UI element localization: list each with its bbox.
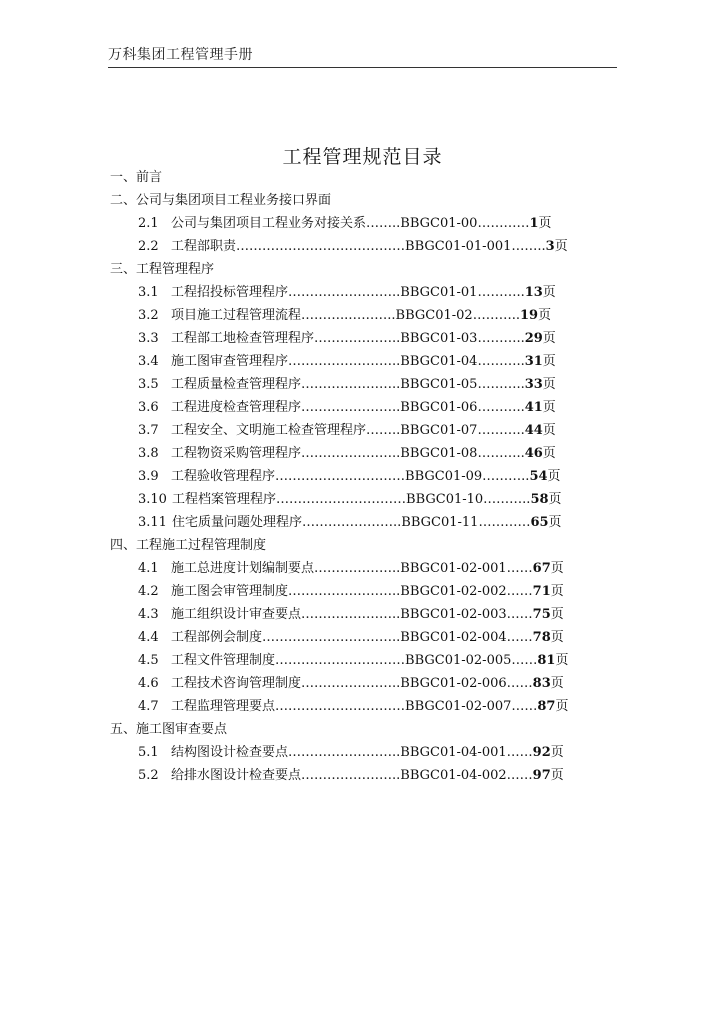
toc-leader-dots: ………… [477, 216, 530, 231]
toc-entry-code: BBGC01-03 [400, 331, 478, 346]
toc-entry-number: 4.5 [138, 653, 159, 668]
toc-entry [108, 304, 617, 327]
toc-entry-number: 3.7 [138, 423, 159, 438]
toc-leader-dots: ………………….. [301, 607, 401, 622]
toc-entry-code: BBGC01-01 [400, 285, 478, 300]
toc-entry-title: 工程安全、文明施工检查管理程序 [171, 423, 367, 438]
toc-entry-code: BBGC01-06 [400, 400, 478, 415]
toc-page-number: 31 [524, 354, 543, 369]
toc-leader-dots: ………..……….. [301, 308, 396, 323]
toc-entry [108, 603, 617, 626]
toc-leader-dots: …………………….. [288, 285, 401, 300]
toc-entry-number: 4.2 [138, 584, 159, 599]
toc-entry-number: 3.3 [138, 331, 159, 346]
toc-entry [108, 235, 617, 258]
toc-entry-code: BBGC01-11 [401, 515, 479, 530]
toc-leader-dots: ……………….. [314, 561, 401, 576]
toc-page-suffix: 页 [555, 653, 569, 668]
toc-entry-code: BBGC01-05 [400, 377, 478, 392]
toc-page-suffix: 页 [542, 377, 556, 392]
toc-page-number: 81 [537, 653, 556, 668]
toc-entry-number: 3.4 [138, 354, 159, 369]
toc-page-number: 67 [532, 561, 551, 576]
running-header: 万科集团工程管理手册 [108, 47, 253, 63]
toc-page-suffix: 页 [555, 699, 569, 714]
toc-section-heading: 四、工程施工过程管理制度 [110, 538, 267, 553]
toc-leader-dots: …… [506, 630, 533, 645]
toc-entry-title: 结构图设计检查要点 [171, 745, 289, 760]
toc-entry-number: 3.6 [138, 400, 159, 415]
toc-entry-title: 工程部工地检查管理程序 [171, 331, 315, 346]
toc-leader-dots: ………………………… [275, 653, 406, 668]
toc-leader-dots: ……….. [477, 423, 525, 438]
toc-leader-dots: …… [506, 607, 533, 622]
toc-entry-code: BBGC01-04 [400, 354, 478, 369]
toc-entry-number: 4.1 [138, 561, 159, 576]
toc-leader-dots: ……….. [472, 308, 520, 323]
toc-leader-dots: ……….. [477, 400, 525, 415]
toc-entry-title: 工程档案管理程序 [172, 492, 277, 507]
toc-entry-code: BBGC01-02-005 [405, 653, 512, 668]
toc-leader-dots: ……….. [477, 285, 525, 300]
toc-leader-dots: ………………….. [301, 377, 401, 392]
toc-entry-number: 3.9 [138, 469, 159, 484]
toc-entry [108, 373, 617, 396]
toc-entry-title: 公司与集团项目工程业务对接关系 [171, 216, 367, 231]
toc-entry-code: BBGC01-02-002 [400, 584, 507, 599]
toc-entry-number: 3.8 [138, 446, 159, 461]
toc-leader-dots: ……….. [483, 492, 531, 507]
toc-page-suffix: 页 [538, 308, 552, 323]
toc-entry-title: 项目施工过程管理流程 [171, 308, 302, 323]
toc-page-number: 33 [524, 377, 543, 392]
toc-entry-number: 4.6 [138, 676, 159, 691]
toc-section-heading: 五、施工图审查要点 [110, 722, 228, 737]
toc-entry [108, 580, 617, 603]
toc-entry-number: 3.1 [138, 285, 159, 300]
toc-page-number: 92 [532, 745, 551, 760]
toc-entry-code: BBGC01-08 [400, 446, 478, 461]
toc-entry [108, 649, 617, 672]
toc-page-suffix: 页 [542, 423, 556, 438]
toc-page-suffix: 页 [548, 492, 562, 507]
toc-leader-dots: …… [506, 768, 533, 783]
toc-entry [108, 672, 617, 695]
table-of-contents [108, 166, 617, 787]
toc-entry-title: 工程验收管理程序 [171, 469, 276, 484]
toc-leader-dots: ………………….. [301, 446, 401, 461]
toc-entry-title: 工程物资采购管理程序 [171, 446, 302, 461]
toc-page-number: 75 [532, 607, 551, 622]
toc-entry-code: BBGC01-07 [400, 423, 478, 438]
toc-page-suffix: 页 [542, 285, 556, 300]
toc-page-suffix: 页 [548, 515, 562, 530]
toc-entry [108, 557, 617, 580]
toc-leader-dots: ……….. [477, 354, 525, 369]
toc-leader-dots: …….. [366, 216, 401, 231]
toc-page-suffix: 页 [550, 584, 564, 599]
toc-leader-dots: …… [506, 745, 533, 760]
toc-page-number: 29 [524, 331, 543, 346]
toc-entry-code: BBGC01-02-003 [400, 607, 507, 622]
toc-entry-title: 工程招投标管理程序 [171, 285, 289, 300]
toc-entry-code: BBGC01-04-002 [400, 768, 507, 783]
toc-entry-title: 施工组织设计审查要点 [171, 607, 302, 622]
toc-page-number: 65 [530, 515, 549, 530]
toc-leader-dots: ………… [478, 515, 531, 530]
toc-leader-dots: …… [506, 584, 533, 599]
toc-entry [108, 350, 617, 373]
toc-entry-code: BBGC01-02-001 [400, 561, 507, 576]
toc-leader-dots: …….. [366, 423, 401, 438]
toc-leader-dots: ………………………………… [236, 239, 406, 254]
toc-entry-title: 工程质量检查管理程序 [171, 377, 302, 392]
toc-entry-title: 住宅质量问题处理程序 [172, 515, 303, 530]
toc-entry [108, 488, 617, 511]
toc-entry-number: 4.7 [138, 699, 159, 714]
toc-entry-number: 3.2 [138, 308, 159, 323]
toc-section-heading: 二、公司与集团项目工程业务接口界面 [110, 193, 332, 208]
toc-page-suffix: 页 [542, 400, 556, 415]
toc-entry [108, 465, 617, 488]
toc-entry-number: 2.1 [138, 216, 159, 231]
toc-leader-dots: …… [506, 676, 533, 691]
toc-entry-number: 4.3 [138, 607, 159, 622]
toc-page-number: 78 [532, 630, 551, 645]
toc-entry [108, 511, 617, 534]
toc-page-suffix: 页 [550, 745, 564, 760]
page-title: 工程管理规范目录 [282, 146, 443, 168]
toc-entry-title: 工程技术咨询管理制度 [171, 676, 302, 691]
toc-entry [108, 695, 617, 718]
toc-page-number: 83 [532, 676, 551, 691]
toc-entry-code: BBGC01-00 [400, 216, 478, 231]
toc-page-suffix: 页 [550, 676, 564, 691]
toc-page-number: 87 [537, 699, 556, 714]
toc-leader-dots: ………………………… [275, 699, 406, 714]
toc-leader-dots: ………………………….. [262, 630, 401, 645]
toc-entry-code: BBGC01-02-006 [400, 676, 507, 691]
toc-page-suffix: 页 [542, 354, 556, 369]
toc-entry [108, 212, 617, 235]
toc-entry [108, 626, 617, 649]
toc-page-suffix: 页 [538, 216, 552, 231]
toc-entry-number: 5.1 [138, 745, 159, 760]
toc-page-suffix: 页 [550, 768, 564, 783]
toc-page-number: 3 [545, 239, 555, 254]
toc-page-suffix: 页 [550, 607, 564, 622]
toc-entry-title: 工程进度检查管理程序 [171, 400, 302, 415]
toc-entry-number: 3.5 [138, 377, 159, 392]
toc-page-suffix: 页 [547, 469, 561, 484]
toc-entry-title: 工程监理管理要点 [171, 699, 276, 714]
toc-page-number: 71 [532, 584, 551, 599]
toc-leader-dots: …….. [511, 239, 546, 254]
toc-entry-title: 施工图审查管理程序 [171, 354, 289, 369]
toc-leader-dots: …………………….. [288, 354, 401, 369]
toc-page-number: 1 [529, 216, 539, 231]
toc-entry [108, 281, 617, 304]
toc-page-number: 44 [524, 423, 543, 438]
toc-entry-title: 给排水图设计检查要点 [171, 768, 302, 783]
toc-entry-code: BBGC01-02-004 [400, 630, 507, 645]
toc-page-suffix: 页 [550, 630, 564, 645]
toc-leader-dots: ……….. [482, 469, 530, 484]
toc-page-number: 97 [532, 768, 551, 783]
toc-section-heading: 三、工程管理程序 [110, 262, 215, 277]
toc-leader-dots: ………………………… [275, 469, 406, 484]
toc-page-suffix: 页 [550, 561, 564, 576]
toc-entry-code: BBGC01-04-001 [400, 745, 507, 760]
toc-entry-code: BBGC01-01-001 [405, 239, 512, 254]
toc-page-suffix: 页 [542, 331, 556, 346]
toc-leader-dots: ……….. [477, 331, 525, 346]
toc-page-number: 58 [530, 492, 549, 507]
toc-entry [108, 741, 617, 764]
toc-section-heading: 一、前言 [110, 170, 163, 185]
toc-entry-number: 4.4 [138, 630, 159, 645]
toc-leader-dots: ………………….. [301, 400, 401, 415]
toc-leader-dots: ……………….. [314, 331, 401, 346]
toc-leader-dots: ………………….. [301, 676, 401, 691]
toc-entry-number: 5.2 [138, 768, 159, 783]
toc-leader-dots: …… [506, 561, 533, 576]
toc-leader-dots: ……….. [477, 377, 525, 392]
toc-entry [108, 396, 617, 419]
toc-entry-number: 3.10 [138, 492, 167, 507]
toc-page-number: 19 [519, 308, 539, 323]
toc-page-suffix: 页 [554, 239, 568, 254]
toc-entry-code: BBGC01-09 [405, 469, 483, 484]
toc-entry-title: 施工图会审管理制度 [171, 584, 289, 599]
toc-entry-title: 工程部例会制度 [171, 630, 263, 645]
toc-entry-title: 工程部职责 [171, 239, 237, 254]
toc-entry-code: BBGC01-10 [406, 492, 484, 507]
toc-entry-number: 2.2 [138, 239, 159, 254]
toc-entry-title: 工程文件管理制度 [171, 653, 276, 668]
toc-entry [108, 419, 617, 442]
toc-page-number: 54 [529, 469, 548, 484]
toc-entry-code: BBGC01-02 [395, 308, 473, 323]
toc-leader-dots: ………………….. [301, 768, 401, 783]
toc-entry-code: BBGC01-02-007 [405, 699, 512, 714]
toc-leader-dots: ………………………… [276, 492, 407, 507]
header-divider [108, 67, 617, 68]
toc-entry [108, 442, 617, 465]
toc-leader-dots: …………………….. [288, 745, 401, 760]
toc-leader-dots: ………………….. [302, 515, 402, 530]
toc-leader-dots: …………………….. [288, 584, 401, 599]
toc-entry-title: 施工总进度计划编制要点 [171, 561, 315, 576]
toc-entry-number: 3.11 [138, 515, 167, 530]
toc-leader-dots: …… [511, 699, 538, 714]
toc-entry [108, 327, 617, 350]
toc-page-suffix: 页 [542, 446, 556, 461]
toc-leader-dots: ……….. [477, 446, 525, 461]
toc-page-number: 41 [524, 400, 543, 415]
toc-page-number: 13 [524, 285, 543, 300]
toc-entry [108, 764, 617, 787]
toc-leader-dots: …… [511, 653, 538, 668]
toc-page-number: 46 [524, 446, 543, 461]
